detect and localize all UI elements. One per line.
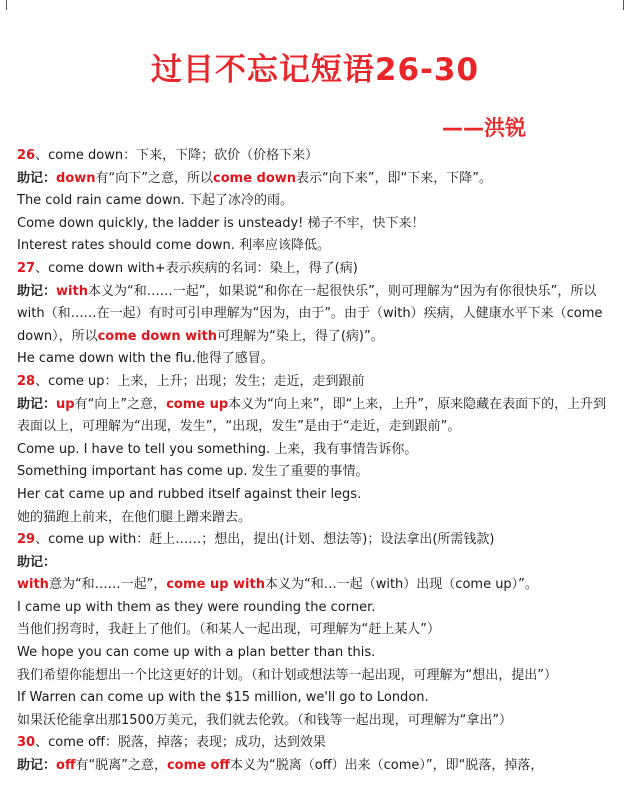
memory-aid-label: 助记： (17, 396, 57, 412)
phrase-definition: 、come down with+表示疾病的名词：染上，得了(病) (35, 260, 358, 276)
example-sentence: 当他们拐弯时，我赶上了他们。（和某人一起出现，可理解为“赶上某人”） (17, 622, 440, 638)
memory-aid-line (17, 755, 615, 778)
phrase-heading (17, 529, 615, 552)
example-sentence: Come up. I have to tell you something. 上来，我有事情告诉你。 (17, 441, 418, 457)
phrase-heading (17, 371, 615, 394)
memory-aid-line (17, 168, 615, 191)
page-title: 过目不忘记短语26-30 (150, 52, 480, 88)
highlighted-term: up (56, 396, 75, 412)
page-corner-mark-right (623, 0, 624, 10)
phrase-definition: 、come up with：赶上……；想出，提出(计划、想法等)；设法拿出(所需钱款) (35, 532, 495, 548)
highlighted-term: come down (213, 170, 297, 186)
explanation-text: 有“向上”之意， (74, 396, 167, 412)
example-sentence: I came up with them as they were rounding the corner. (17, 599, 376, 615)
highlighted-term: come off (166, 758, 230, 774)
phrase-number: 30 (17, 735, 36, 751)
highlighted-term: off (56, 758, 76, 774)
example-sentence: We hope you can come up with a plan better than this. (17, 645, 376, 661)
highlighted-term: down (56, 170, 96, 186)
memory-aid-line (17, 394, 615, 439)
example-sentence: Come down quickly, the ladder is unsteady! 梯子不牢，快下来！ (17, 215, 425, 231)
phrase-notes-body (17, 145, 615, 778)
phrase-number: 26 (17, 148, 36, 163)
example-sentence: The cold rain came down. 下起了冰冷的雨。 (17, 193, 293, 209)
phrase-definition: 、come off：脱落，掉落；表现；成功，达到效果 (35, 735, 326, 751)
example-sentence: Her cat came up and rubbed itself against their legs. (17, 486, 362, 502)
phrase-definition: 、come up：上来，上升；出现；发生；走近，走到跟前 (35, 373, 365, 389)
memory-aid-label: 助记： (17, 554, 57, 570)
phrase-heading (17, 732, 615, 755)
example-sentence: 她的猫跑上前来，在他们腿上蹭来蹭去。 (17, 509, 252, 525)
memory-aid-line (17, 552, 615, 575)
example-sentence: If Warren can come up with the $15 million, we'll go to London. (17, 690, 429, 706)
explanation-text: 有“脱离”之意， (75, 758, 167, 774)
explanation-line (17, 574, 615, 597)
explanation-text: 本义为“脱离（off）出来（come）”，即“脱落，掉落， (229, 758, 544, 774)
explanation-text: 有“向下”之意，所以 (95, 170, 214, 186)
memory-aid-label: 助记： (17, 170, 57, 186)
phrase-number: 29 (17, 532, 36, 548)
phrase-definition: 、come down：下来，下降；砍价（价格下来） (35, 148, 319, 163)
explanation-text: 本义为“向上来”，即“上来，上升”，原来隐藏在表面下的，上升到表面以上，可理解为“出现，发生”，“出现，发生”是由于“走近，走到跟前”。 (17, 396, 607, 435)
highlighted-term: come up (166, 396, 229, 412)
explanation-text: 本义为“和……一起”，如果说“和你在一起很快乐”，则可理解为“因为有你很快乐”，所以with（和……在一起）有时可引申理解为“因为，由于”。由于（with）疾病，人健康水平下来（come down），所以 (17, 283, 603, 344)
example-sentence: 我们希望你能想出一个比这更好的计划。（和计划或想法等一起出现，可理解为“想出，提出”） (17, 667, 557, 683)
highlighted-term: with (56, 283, 88, 299)
phrase-number: 27 (17, 260, 36, 276)
highlighted-term: come up with (166, 577, 265, 593)
explanation-text: 表示“向下来”，即“下来，下降”。 (296, 170, 492, 186)
memory-aid-line (17, 281, 615, 349)
highlighted-term: come down with (97, 328, 218, 344)
memory-aid-label: 助记： (17, 283, 57, 299)
example-sentence: Something important has come up. 发生了重要的事情。 (17, 464, 369, 480)
page-corner-mark-left (6, 0, 7, 10)
example-sentence: He came down with the flu.他得了感冒。 (17, 351, 274, 367)
memory-aid-label: 助记： (17, 758, 57, 774)
phrase-heading (17, 258, 615, 281)
example-sentence: Interest rates should come down. 利率应该降低。 (17, 238, 330, 254)
explanation-text: 本义为“和…一起（with）出现（come up）”。 (264, 577, 538, 593)
highlighted-term: with (17, 577, 49, 593)
example-sentence: 如果沃伦能拿出那1500万美元，我们就去伦敦。（和钱等一起出现，可理解为“拿出”） (17, 712, 513, 728)
phrase-heading (17, 145, 615, 168)
explanation-text: 意为“和……一起”， (48, 577, 167, 593)
phrase-number: 28 (17, 373, 36, 389)
author-signature: ——洪锐 (442, 116, 526, 140)
explanation-text: 可理解为“染上，得了(病)”。 (217, 328, 384, 344)
